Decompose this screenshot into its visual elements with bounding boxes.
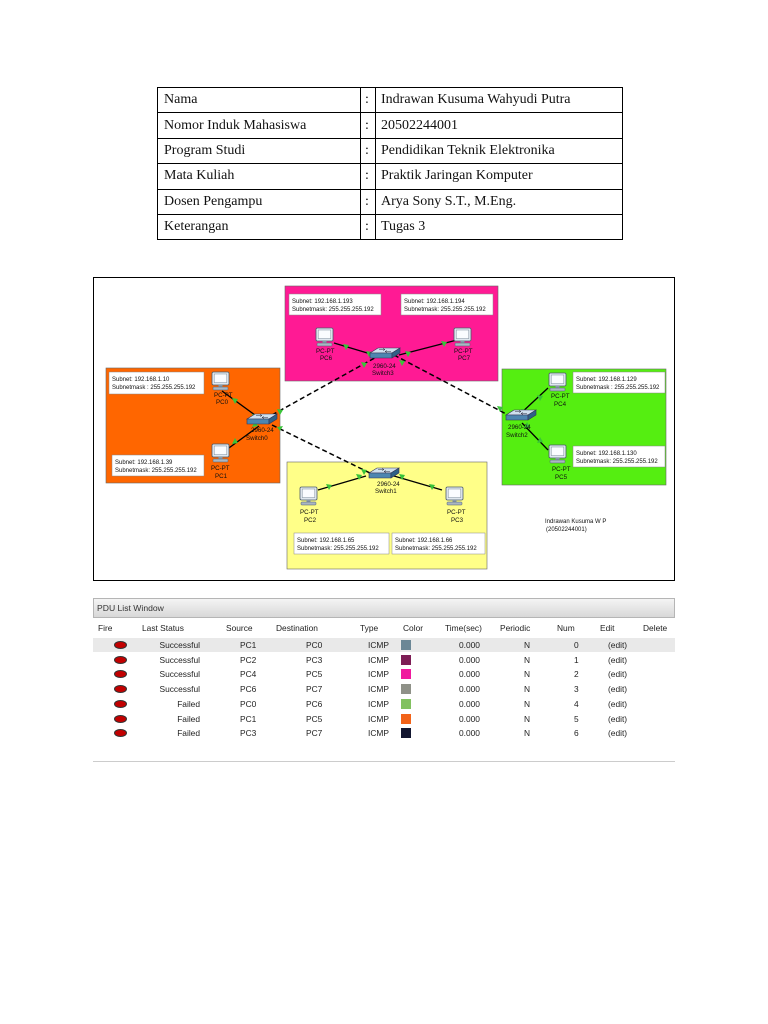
switch0-name: Switch0 <box>246 435 268 442</box>
note-pc6 <box>289 294 381 315</box>
switch1-model: 2960-24 <box>377 481 400 488</box>
pc3-icon[interactable] <box>446 487 463 505</box>
pdu-edit[interactable]: (edit) <box>608 713 628 724</box>
pc1-name: PC1 <box>215 473 228 480</box>
pdu-color-swatch <box>401 640 411 650</box>
switch0-model: 2960-24 <box>251 427 274 434</box>
note-pc4-subnet: Subnet: 192.168.1.129 <box>576 377 637 383</box>
pdu-time: 0.000 <box>459 713 480 724</box>
pdu-list-window <box>93 598 675 764</box>
pdu-type: ICMP <box>368 669 389 680</box>
info-row <box>158 214 623 239</box>
note-pc3-subnet: Subnet: 192.168.1.66 <box>395 538 453 544</box>
note-pc7 <box>401 294 493 315</box>
pdu-type: ICMP <box>368 640 389 650</box>
pc6-type: PC-PT <box>316 348 335 355</box>
pdu-status: Successful <box>159 669 200 680</box>
pdu-periodic: N <box>524 698 531 709</box>
pdu-destination: PC6 <box>306 698 323 709</box>
note-pc4-mask: Subnetmask : 255.255.255.192 <box>576 385 660 391</box>
note-pc5-subnet: Subnet: 192.168.1.130 <box>576 451 637 457</box>
pdu-status: Failed <box>177 713 200 724</box>
pdu-edit[interactable]: (edit) <box>608 728 628 739</box>
col-num[interactable]: Num <box>557 623 575 633</box>
note-pc0-subnet: Subnet: 192.168.1.10 <box>112 377 170 383</box>
info-row <box>158 189 623 214</box>
pdu-color-swatch <box>401 714 411 724</box>
pc1-icon[interactable] <box>212 444 229 462</box>
pdu-destination: PC5 <box>306 713 323 724</box>
note-pc3 <box>392 533 485 554</box>
fire-icon[interactable] <box>114 700 127 708</box>
info-label: Nomor Induk Mahasiswa <box>158 113 361 138</box>
info-separator: : <box>361 164 376 189</box>
pdu-periodic: N <box>524 640 531 650</box>
switch2-name: Switch2 <box>506 432 528 439</box>
col-destination[interactable]: Destination <box>276 623 318 633</box>
pdu-status: Successful <box>159 640 200 650</box>
note-pc0 <box>109 372 204 394</box>
pc2-type: PC-PT <box>300 509 319 516</box>
pdu-num: 0 <box>574 640 579 650</box>
col-time[interactable]: Time(sec) <box>445 623 482 633</box>
pc4-name: PC4 <box>554 401 567 408</box>
author-nim-note: (20502244001) <box>546 527 587 533</box>
info-separator: : <box>361 214 376 239</box>
pdu-edit[interactable]: (edit) <box>608 669 628 680</box>
pdu-source: PC4 <box>240 669 257 680</box>
fire-icon[interactable] <box>114 670 127 678</box>
note-pc5 <box>573 446 665 467</box>
pc5-name: PC5 <box>555 474 568 481</box>
pdu-source: PC2 <box>240 654 257 665</box>
pdu-row[interactable] <box>93 682 675 696</box>
pdu-type: ICMP <box>368 728 389 739</box>
col-source[interactable]: Source <box>226 623 253 633</box>
pc2-name: PC2 <box>304 517 317 524</box>
pdu-periodic: N <box>524 654 531 665</box>
pdu-periodic: N <box>524 713 531 724</box>
pc6-icon[interactable] <box>316 328 333 346</box>
pdu-time: 0.000 <box>459 684 480 695</box>
pdu-time: 0.000 <box>459 728 480 739</box>
pdu-row[interactable] <box>93 667 675 681</box>
pdu-destination: PC5 <box>306 669 323 680</box>
info-row <box>158 113 623 138</box>
pdu-window-title: PDU List Window <box>93 598 675 618</box>
pdu-type: ICMP <box>368 698 389 709</box>
pdu-status: Failed <box>177 698 200 709</box>
pdu-color-swatch <box>401 699 411 709</box>
col-color[interactable]: Color <box>403 623 424 633</box>
pdu-destination: PC0 <box>306 640 323 650</box>
info-separator: : <box>361 189 376 214</box>
info-row <box>158 88 623 113</box>
info-label: Dosen Pengampu <box>158 189 361 214</box>
info-value: 20502244001 <box>376 113 623 138</box>
pdu-num: 4 <box>574 698 579 709</box>
pc7-icon[interactable] <box>454 328 471 346</box>
fire-icon[interactable] <box>114 641 127 649</box>
note-pc6-mask: Subnetmask: 255.255.255.192 <box>292 307 374 313</box>
pdu-periodic: N <box>524 728 531 739</box>
note-pc3-mask: Subnetmask: 255.255.255.192 <box>395 546 477 552</box>
note-pc2-subnet: Subnet: 192.168.1.65 <box>297 538 355 544</box>
info-label: Keterangan <box>158 214 361 239</box>
pc2-icon[interactable] <box>300 487 317 505</box>
pdu-status: Successful <box>159 684 200 695</box>
pdu-destination: PC7 <box>306 728 323 739</box>
pdu-source: PC1 <box>240 640 257 650</box>
pdu-num: 1 <box>574 654 579 665</box>
pc3-name: PC3 <box>451 517 464 524</box>
note-pc7-mask: Subnetmask: 255.255.255.192 <box>404 307 486 313</box>
info-value: Indrawan Kusuma Wahyudi Putra <box>376 88 623 113</box>
fire-icon[interactable] <box>114 715 127 723</box>
pdu-status: Successful <box>159 654 200 665</box>
info-label: Program Studi <box>158 138 361 163</box>
info-row <box>158 138 623 163</box>
pc7-name: PC7 <box>458 355 471 362</box>
pdu-color-swatch <box>401 669 411 679</box>
pdu-type: ICMP <box>368 684 389 695</box>
note-pc6-subnet: Subnet: 192.168.1.193 <box>292 299 353 305</box>
pdu-source: PC1 <box>240 713 257 724</box>
note-pc0-mask: Subnetmask : 255.255.255.192 <box>112 385 196 391</box>
pc7-type: PC-PT <box>454 348 473 355</box>
info-separator: : <box>361 138 376 163</box>
pdu-time: 0.000 <box>459 640 480 650</box>
note-pc2 <box>294 533 389 554</box>
pc0-icon[interactable] <box>212 372 229 390</box>
info-label: Mata Kuliah <box>158 164 361 189</box>
switch3-model: 2960-24 <box>373 363 396 370</box>
info-separator: : <box>361 113 376 138</box>
pdu-rows <box>93 635 675 762</box>
pdu-row[interactable] <box>93 712 675 726</box>
pdu-destination: PC3 <box>306 654 323 665</box>
pdu-color-swatch <box>401 655 411 665</box>
pdu-row[interactable] <box>93 697 675 711</box>
switch2-model: 2960-24 <box>508 424 531 431</box>
pdu-row[interactable] <box>93 653 675 667</box>
fire-icon[interactable] <box>114 729 127 737</box>
pdu-color-swatch <box>401 684 411 694</box>
pdu-table-header <box>93 620 675 635</box>
pdu-edit[interactable]: (edit) <box>608 640 628 650</box>
pc5-type: PC-PT <box>552 466 571 473</box>
col-last-status[interactable]: Last Status <box>142 623 184 633</box>
pc0-type: PC-PT <box>214 392 233 399</box>
student-info-table <box>157 87 623 240</box>
note-pc1-subnet: Subnet: 192.168.1.39 <box>115 460 173 466</box>
pdu-source: PC0 <box>240 698 257 709</box>
note-pc1-mask: Subnetmask: 255.255.255.192 <box>115 468 197 474</box>
pdu-row[interactable] <box>93 638 675 652</box>
author-name-note: Indrawan Kusuma W P <box>545 519 607 525</box>
pdu-edit[interactable]: (edit) <box>608 684 628 695</box>
col-delete[interactable]: Delete <box>643 623 668 633</box>
pdu-time: 0.000 <box>459 698 480 709</box>
pdu-edit[interactable]: (edit) <box>608 698 628 709</box>
pdu-num: 5 <box>574 713 579 724</box>
pc6-name: PC6 <box>320 355 333 362</box>
info-separator: : <box>361 88 376 113</box>
note-pc2-mask: Subnetmask: 255.255.255.192 <box>297 546 379 552</box>
pdu-edit[interactable]: (edit) <box>608 654 628 665</box>
pdu-source: PC3 <box>240 728 257 739</box>
pdu-periodic: N <box>524 669 531 680</box>
pdu-num: 2 <box>574 669 579 680</box>
pc4-icon[interactable] <box>549 373 566 391</box>
note-pc4 <box>573 372 665 393</box>
switch1-name: Switch1 <box>375 488 397 495</box>
pdu-status: Failed <box>177 728 200 739</box>
pc4-type: PC-PT <box>551 393 570 400</box>
switch3-name: Switch3 <box>372 370 394 377</box>
info-value: Tugas 3 <box>376 214 623 239</box>
pdu-type: ICMP <box>368 654 389 665</box>
pdu-periodic: N <box>524 684 531 695</box>
pdu-row[interactable] <box>93 726 675 740</box>
pdu-destination: PC7 <box>306 684 323 695</box>
note-pc7-subnet: Subnet: 192.168.1.194 <box>404 299 465 305</box>
pdu-time: 0.000 <box>459 669 480 680</box>
col-periodic[interactable]: Periodic <box>500 623 531 633</box>
info-value: Arya Sony S.T., M.Eng. <box>376 189 623 214</box>
pdu-color-swatch <box>401 728 411 738</box>
note-pc1 <box>112 455 204 476</box>
col-type[interactable]: Type <box>360 623 379 633</box>
col-edit[interactable]: Edit <box>600 623 615 633</box>
pc1-type: PC-PT <box>211 465 230 472</box>
pdu-time: 0.000 <box>459 654 480 665</box>
info-row <box>158 164 623 189</box>
pdu-type: ICMP <box>368 713 389 724</box>
pc3-type: PC-PT <box>447 509 466 516</box>
fire-icon[interactable] <box>114 656 127 664</box>
pdu-num: 3 <box>574 684 579 695</box>
col-fire[interactable]: Fire <box>98 623 113 633</box>
info-value: Praktik Jaringan Komputer <box>376 164 623 189</box>
note-pc5-mask: Subnetmask: 255.255.255.192 <box>576 459 658 465</box>
pdu-num: 6 <box>574 728 579 739</box>
network-topology-diagram <box>93 277 675 581</box>
pc0-name: PC0 <box>216 399 229 406</box>
info-label: Nama <box>158 88 361 113</box>
pdu-source: PC6 <box>240 684 257 695</box>
fire-icon[interactable] <box>114 685 127 693</box>
pc5-icon[interactable] <box>549 445 566 463</box>
info-value: Pendidikan Teknik Elektronika <box>376 138 623 163</box>
